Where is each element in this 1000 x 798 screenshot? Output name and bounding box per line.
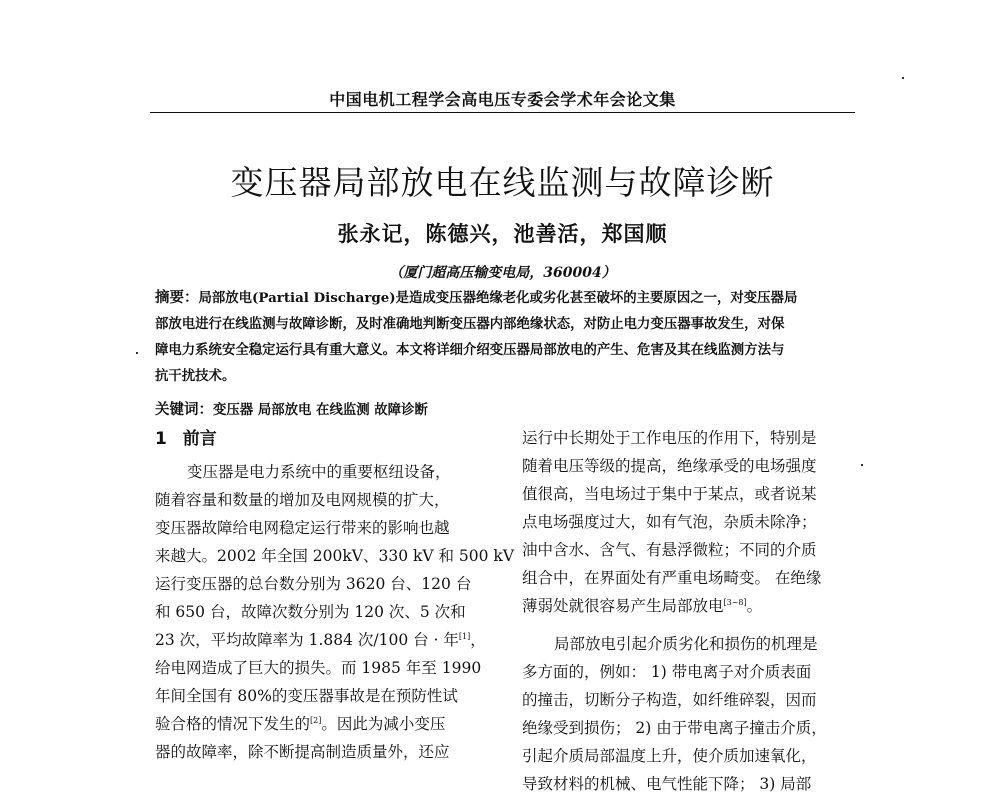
left-line-7-text: 23 次，平均故障率为 1.884 次/100 台 · 年 xyxy=(155,631,459,649)
left-line-1: 变压器是电力系统中的重要枢纽设备， xyxy=(187,463,451,481)
left-line-10-text: 验合格的情况下发生的 xyxy=(155,715,311,733)
left-line-2: 随着容量和数量的增加及电网规模的扩大， xyxy=(155,491,450,509)
citation-ref: [1] xyxy=(458,631,471,641)
abstract-line-4: 抗干扰技术。 xyxy=(155,368,236,384)
right-line-13: 导致材料的机械、电气性能下降； 3) 局部 xyxy=(522,775,812,793)
paper-title: 变压器局部放电在线监测与故障诊断 xyxy=(230,163,775,202)
scan-speck xyxy=(902,77,904,79)
keywords-text: 变压器 局部放电 在线监测 故障诊断 xyxy=(213,402,428,418)
right-line-5: 油中含水、含气、有悬浮微粒；不同的介质 xyxy=(522,541,817,559)
abstract-line-1 xyxy=(155,285,797,311)
abstract-line-2: 部放电进行在线监测与故障诊断，及时准确地判断变压器内部绝缘状态，对防止电力变压器事故发生，对保 xyxy=(155,316,785,332)
left-line-3: 变压器故障给电网稳定运行带来的影响也越 xyxy=(155,519,450,537)
section-title: 前言 xyxy=(182,429,217,449)
right-line-4: 点电场强度过大，如有气泡，杂质未除净； xyxy=(522,513,817,531)
abstract-text: 局部放电(Partial Discharge)是造成变压器绝缘老化或劣化甚至破坏的主要原因之一，对变压器局 xyxy=(198,290,798,306)
right-line-8: 局部放电引起介质劣化和损伤的机理是 xyxy=(554,635,818,653)
right-line-12: 引起介质局部温度上升，使介质加速氧化， xyxy=(522,747,817,765)
right-line-2: 随着电压等级的提高，绝缘承受的电场强度 xyxy=(522,457,817,475)
citation-ref: [2] xyxy=(310,715,322,725)
affiliation: （厦门超高压输变电局，360004） xyxy=(389,265,616,281)
abstract-label: 摘要： xyxy=(155,289,199,306)
running-head: 中国电机工程学会高电压专委会学术年会论文集 xyxy=(329,90,676,109)
right-line-6: 组合中，在界面处有严重电场畸变。 在绝缘 xyxy=(522,569,822,587)
left-line-9: 年间全国有 80%的变压器事故是在预防性试 xyxy=(155,687,458,705)
right-line-1: 运行中长期处于工作电压的作用下，特别是 xyxy=(522,429,817,447)
left-line-7 xyxy=(155,626,486,654)
left-line-7-tail: ， xyxy=(470,631,486,649)
left-line-8: 给电网造成了巨大的损失。而 1985 年至 1990 xyxy=(155,659,482,677)
section-number: 1 xyxy=(155,429,167,449)
header-rule xyxy=(150,112,855,113)
citation-ref: [3~8] xyxy=(723,597,747,607)
abstract-line-3: 障电力系统安全稳定运行具有重大意义。本文将详细介绍变压器局部放电的产生、危害及其在线监测方法与 xyxy=(155,342,785,358)
author-list: 张永记，陈德兴，池善活，郑国顺 xyxy=(337,221,668,246)
left-line-6: 和 650 台，故障次数分别为 120 次、5 次和 xyxy=(155,603,466,621)
keywords-label: 关键词： xyxy=(155,401,213,418)
right-line-9: 多方面的，例如： 1) 带电离子对介质表面 xyxy=(522,663,812,681)
right-line-10: 的撞击，切断分子构造，如纤维碎裂，因而 xyxy=(522,691,817,709)
scan-speck xyxy=(861,464,863,466)
scan-speck xyxy=(136,352,138,354)
left-line-10 xyxy=(155,710,445,738)
right-line-7 xyxy=(522,592,762,620)
keywords xyxy=(155,398,428,419)
left-line-10-tail: 。因此为减小变压 xyxy=(321,715,446,733)
right-line-11: 绝缘受到损伤； 2) 由于带电离子撞击介质， xyxy=(522,719,827,737)
right-line-7-tail: 。 xyxy=(746,597,763,615)
right-line-7-text: 薄弱处就很容易产生局部放电 xyxy=(522,597,724,615)
right-line-3: 值很高，当电场过于集中于某点，或者说某 xyxy=(522,485,817,503)
left-line-5: 运行变压器的总台数分别为 3620 台、120 台 xyxy=(155,575,472,593)
left-line-11: 器的故障率，除不断提高制造质量外，还应 xyxy=(155,743,450,761)
section-heading xyxy=(155,424,217,449)
left-line-4: 来越大。2002 年全国 200kV、330 kV 和 500 kV xyxy=(155,547,515,565)
